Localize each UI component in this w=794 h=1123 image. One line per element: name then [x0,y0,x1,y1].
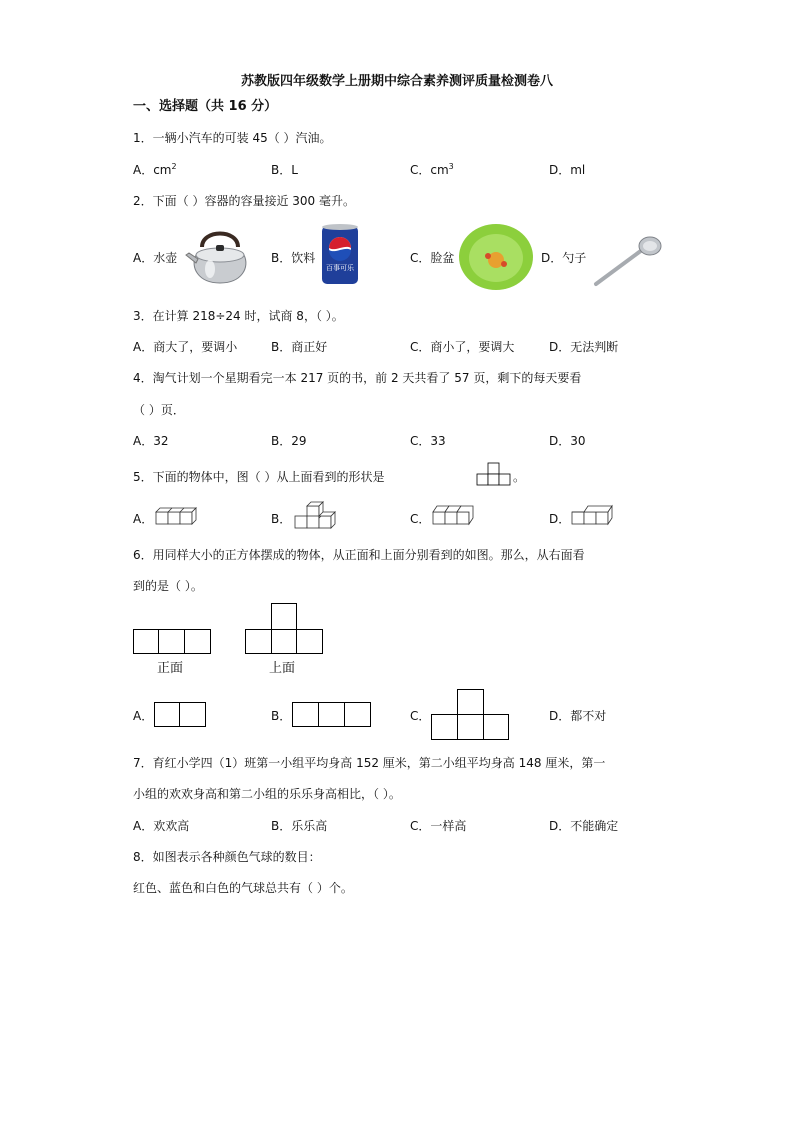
cube-stack-c-image [432,504,476,528]
q1-option-d[interactable]: D．ml [549,163,586,177]
q1-option-c[interactable]: C．$cm^3$ [410,162,454,177]
q7-option-a[interactable]: A．欢欢高 [133,819,190,833]
section-heading: 一、选择题（共 16 分） [133,99,278,114]
q4-option-d[interactable]: D．30 [549,434,586,448]
question-7-stem-cont: 小组的欢欢身高和第二小组的乐乐身高相比，（ ）。 [133,787,401,801]
q2-option-a[interactable]: A．水壶 [133,251,178,265]
q2-option-c[interactable]: C．脸盆 [410,251,455,265]
q4-option-c[interactable]: C．33 [410,434,446,448]
q5-option-a[interactable]: A． [133,512,154,526]
q3-option-b[interactable]: B．商正好 [271,340,328,354]
q7-option-b[interactable]: B．乐乐高 [271,819,328,833]
question-3-stem: 3．在计算 218÷24 时，试商 8，（ ）。 [133,309,344,323]
q7-option-c[interactable]: C．一样高 [410,819,467,833]
q5-option-d[interactable]: D． [549,512,571,526]
q4-option-b[interactable]: B．29 [271,434,307,448]
soda-can-image [319,222,361,288]
front-view-label: 正面 [157,661,184,676]
q4-option-a[interactable]: A．32 [133,434,169,448]
question-2-stem: 2．下面（ ）容器的容量接近 300 毫升。 [133,194,355,208]
kettle-image [186,225,256,287]
q6-option-a[interactable]: A． [133,709,154,723]
q5-option-b[interactable]: B． [271,512,292,526]
q1-option-a[interactable]: A．$cm^2$ [133,162,177,177]
can-label: 百事可乐 [326,264,354,272]
question-1-stem: 1．一辆小汽车的可装 45（ ）汽油。 [133,131,332,145]
q6-option-b[interactable]: B． [271,709,292,723]
q3-option-c[interactable]: C．商小了，要调大 [410,340,515,354]
question-7-stem: 7．育红小学四（1）班第一小组平均身高 152 厘米，第二小组平均身高 148 厘米，第一 [133,756,606,770]
q6-option-c[interactable]: C． [410,709,431,723]
question-4-stem: 4．淘气计划一个星期看完一本 217 页的书，前 2 天共看了 57 页，剩下的每天要看 [133,371,582,385]
question-6-stem-cont: 到的是（ ）。 [133,579,203,593]
question-8-stem: 8．如图表示各种颜色气球的数目： [133,850,321,864]
top-view-shape-icon [476,462,512,488]
q6-option-d[interactable]: D．都不对 [549,709,607,723]
cube-stack-a-image [155,504,199,528]
question-6-stem: 6．用同样大小的正方体摆成的物体，从正面和上面分别看到的如图。那么，从右面看 [133,548,585,562]
question-5-stem: 5．下面的物体中，图（ ）从上面看到的形状是 [133,470,385,484]
q3-option-a[interactable]: A．商大了，要调小 [133,340,238,354]
page-title: 苏教版四年级数学上册期中综合素养测评质量检测卷八 [240,74,553,89]
top-view-label: 上面 [269,661,296,676]
question-4-stem-cont: （ ）页． [133,403,185,417]
cube-stack-d-image [571,504,615,528]
q7-option-d[interactable]: D．不能确定 [549,819,619,833]
cube-stack-b-image [294,502,338,530]
q2-option-b[interactable]: B．饮料 [271,251,316,265]
question-8-stem-cont: 红色、蓝色和白色的气球总共有（ ）个。 [133,881,353,895]
q1-option-b[interactable]: B．L [271,163,298,177]
basin-image [458,222,534,292]
q2-option-d[interactable]: D．勺子 [541,251,587,265]
question-5-stem-end: 。 [513,470,526,484]
spoon-image [592,234,662,288]
q5-option-c[interactable]: C． [410,512,431,526]
q3-option-d[interactable]: D．无法判断 [549,340,619,354]
